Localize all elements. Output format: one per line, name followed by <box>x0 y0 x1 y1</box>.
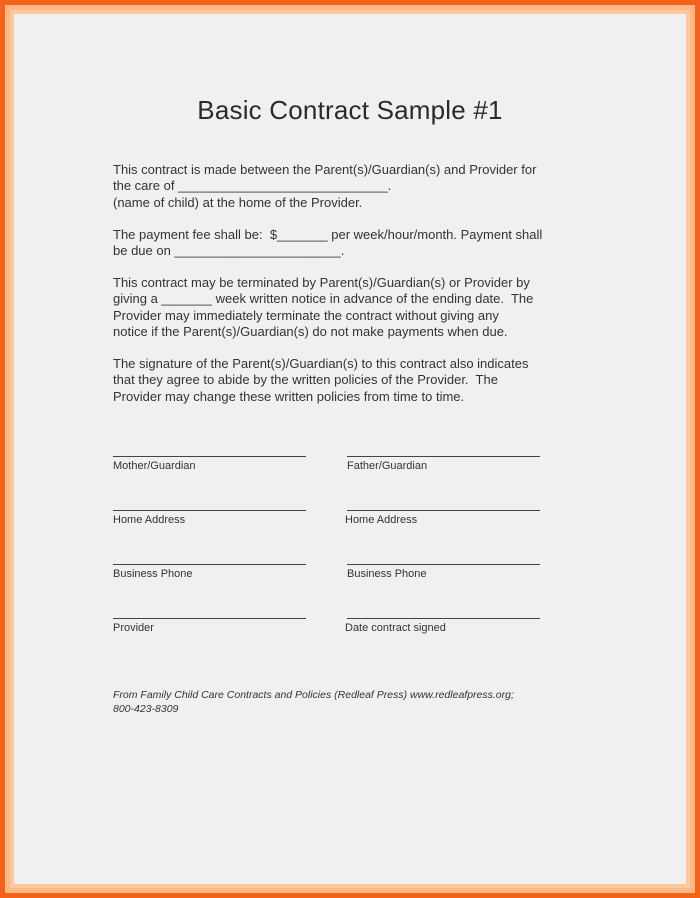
signature-label-father: Father/Guardian <box>347 460 428 472</box>
paragraph-line: the care of _____________________________. <box>113 178 392 194</box>
paragraph-line: (name of child) at the home of the Provider. <box>113 194 363 210</box>
contract-page <box>14 14 686 884</box>
signature-line-mother <box>113 456 306 457</box>
signature-label-home-address-right: Home Address <box>345 514 418 526</box>
paragraph-line: The signature of the Parent(s)/Guardian(s) to this contract also indicates <box>113 356 529 371</box>
paragraph-line: This contract is made between the Parent(s)/Guardian(s) and Provider for <box>113 162 537 177</box>
signature-line-provider <box>113 618 306 619</box>
paragraph-payment <box>113 227 593 260</box>
signature-label-home-address-left: Home Address <box>113 514 186 526</box>
paragraph-line: giving a _______ week written notice in advance of the ending date. The <box>113 291 534 307</box>
footer-line: 800-423-8309 <box>113 703 179 715</box>
paragraph-line: be due on _______________________. <box>113 243 345 259</box>
paragraph-line: Provider may change these written policies from time to time. <box>113 388 465 404</box>
signature-line-father <box>347 456 540 457</box>
signature-line-date-signed <box>347 618 540 619</box>
signature-line-home-address-left <box>113 510 306 511</box>
signature-label-business-phone-left: Business Phone <box>113 568 193 580</box>
signature-label-business-phone-right: Business Phone <box>347 568 427 580</box>
source-footer <box>113 688 514 716</box>
signature-label-date-signed: Date contract signed <box>345 622 446 634</box>
signature-line-business-phone-left <box>113 564 306 565</box>
signature-label-mother: Mother/Guardian <box>113 460 196 472</box>
document-title: Basic Contract Sample #1 <box>197 95 503 125</box>
signature-label-provider: Provider <box>113 622 154 634</box>
footer-line: From Family Child Care Contracts and Policies (Redleaf Press) www.redleafpress.org; <box>113 689 514 701</box>
paragraph-signature-policy <box>113 356 593 405</box>
paragraph-line: The payment fee shall be: $_______ per week/hour/month. Payment shall <box>113 227 543 242</box>
paragraph-line: that they agree to abide by the written policies of the Provider. The <box>113 372 498 388</box>
signature-line-home-address-right <box>347 510 540 511</box>
paragraph-parties <box>113 162 593 211</box>
signature-line-business-phone-right <box>347 564 540 565</box>
paragraph-line: notice if the Parent(s)/Guardian(s) do not make payments when due. <box>113 323 508 339</box>
paragraph-line: This contract may be terminated by Parent(s)/Guardian(s) or Provider by <box>113 275 530 290</box>
paragraph-line: Provider may immediately terminate the contract without giving any <box>113 307 499 323</box>
paragraph-termination <box>113 275 593 340</box>
